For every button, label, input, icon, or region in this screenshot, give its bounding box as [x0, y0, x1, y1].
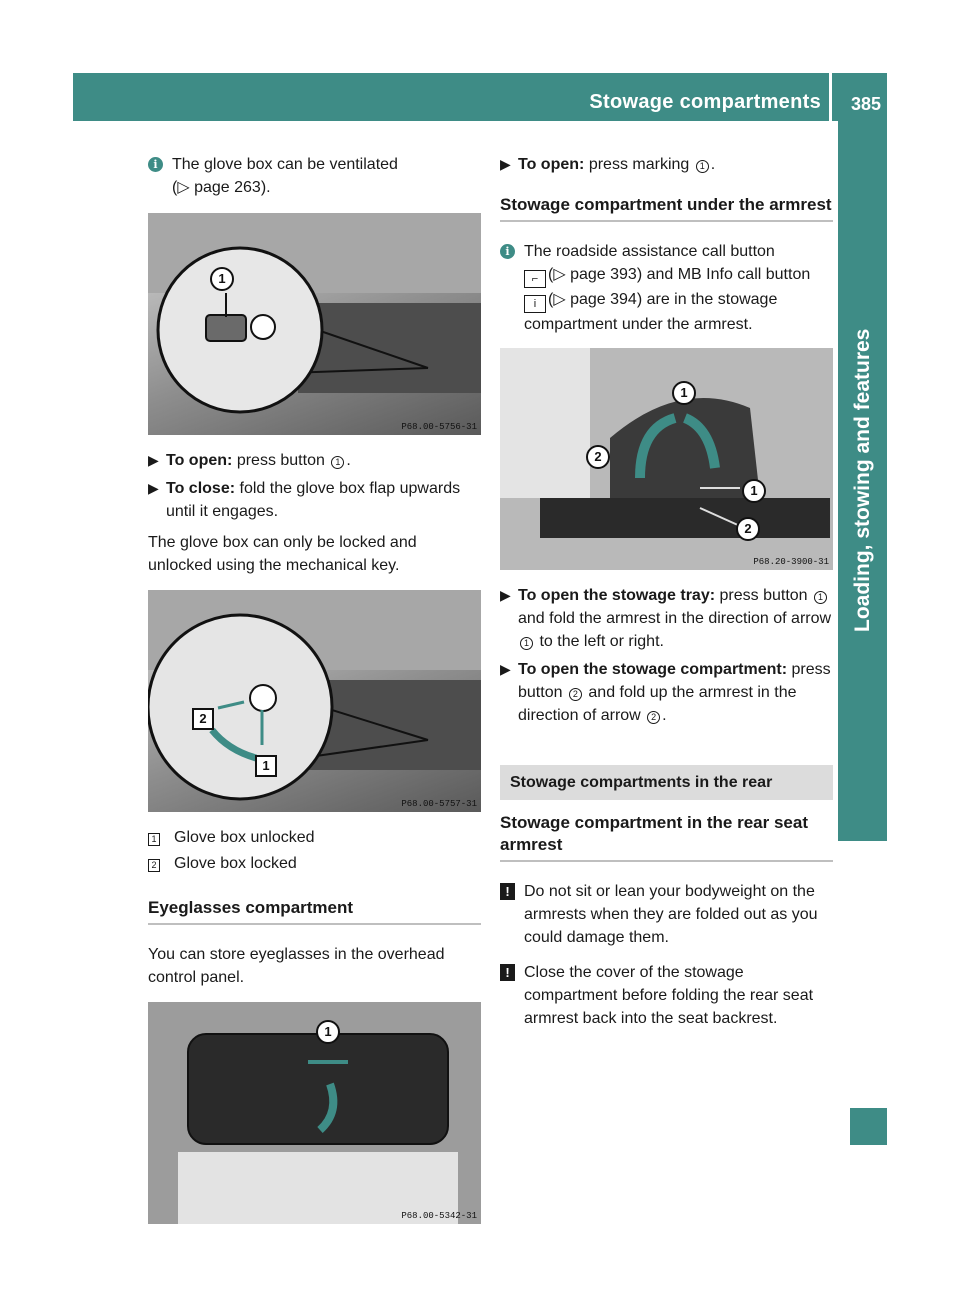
circled-1-icon: 1	[696, 160, 709, 173]
step-arrow-icon: ▶	[148, 452, 159, 468]
paragraph-eyeglasses: You can store eyeglasses in the overhead control panel.	[148, 946, 445, 986]
callout-2: 2	[586, 445, 610, 469]
note-text: The glove box can be ventilated	[172, 156, 398, 173]
callout-2: 2	[736, 517, 760, 541]
chapter-marker	[850, 1108, 887, 1145]
callout-1: 1	[316, 1020, 340, 1044]
legend-item: 2 Glove box locked	[148, 852, 481, 875]
callout-1: 1	[255, 755, 277, 777]
glove-box-lock-image	[148, 590, 481, 812]
warning-note: ! Do not sit or lean your bodyweight on the armrests when they are folded out as you could damage them.	[500, 880, 833, 949]
step-open-stowage-tray: ▶ To open the stowage tray: press button 1 and fold the armrest in the direction of arrow 1 to the left or right.	[500, 584, 833, 653]
header-separator	[829, 73, 832, 121]
image-reference: P68.00-5757-31	[401, 799, 477, 809]
header-title: Stowage compartments	[589, 91, 821, 113]
step-arrow-icon: ▶	[500, 156, 511, 172]
image-reference: P68.00-5342-31	[401, 1211, 477, 1221]
callout-1: 1	[210, 267, 234, 291]
page-number: 385	[850, 94, 881, 114]
step-arrow-icon: ▶	[148, 480, 159, 496]
section-rear-banner: Stowage compartments in the rear	[500, 765, 833, 800]
callout-2: 2	[192, 708, 214, 730]
circled-1-icon: 1	[814, 591, 827, 604]
image-reference: P68.20-3900-31	[753, 557, 829, 567]
info-icon: i	[148, 157, 163, 172]
step-arrow-icon: ▶	[500, 661, 511, 677]
info-note-roadside: i The roadside assistance call button ⌐ (▷ page 393) and MB Info call button i (▷ page 394) are in the stowage compartment under the armrest.	[500, 240, 833, 336]
warning-icon: !	[500, 883, 515, 900]
mb-info-call-button-icon: i	[524, 295, 546, 313]
step-arrow-icon: ▶	[500, 587, 511, 603]
paragraph-lock: The glove box can only be locked and unlocked using the mechanical key.	[148, 534, 417, 574]
step-close-glove-box: ▶ To close: fold the glove box flap upwards until it engages.	[148, 477, 481, 523]
callout-1: 1	[742, 479, 766, 503]
armrest-image	[500, 348, 833, 570]
step-open-stowage-compartment: ▶ To open the stowage compartment: press button 2 and fold up the armrest in the direction of arrow 2 .	[500, 658, 833, 727]
circled-1-icon: 1	[520, 637, 533, 650]
callout-1: 1	[672, 381, 696, 405]
roadside-call-button-icon: ⌐	[524, 270, 546, 288]
boxed-2-icon: 2	[148, 859, 160, 872]
image-reference: P68.00-5756-31	[401, 422, 477, 432]
circled-2-icon: 2	[569, 688, 582, 701]
circled-1-icon: 1	[331, 456, 344, 469]
legend-item: 1 Glove box unlocked	[148, 826, 481, 849]
section-rear-seat-heading: Stowage compartment in the rear seat armrest	[500, 812, 833, 862]
step-open-glove-box: ▶ To open: press button 1 .	[148, 449, 481, 472]
info-icon: i	[500, 244, 515, 259]
left-column	[148, 153, 481, 1238]
glove-box-button-image	[148, 213, 481, 435]
page-header	[73, 73, 887, 121]
warning-icon: !	[500, 964, 515, 981]
page-reference: (▷ page 263).	[172, 179, 271, 196]
section-armrest-heading: Stowage compartment under the armrest	[500, 194, 833, 222]
eyeglasses-compartment-image	[148, 1002, 481, 1224]
circled-2-icon: 2	[647, 711, 660, 724]
warning-note: ! Close the cover of the stowage compartment before folding the rear seat armrest back into the seat backrest.	[500, 961, 833, 1030]
right-column	[500, 153, 833, 1042]
info-note-ventilated	[148, 153, 481, 199]
step-open-marking: ▶ To open: press marking 1 .	[500, 153, 833, 176]
section-eyeglasses-heading: Eyeglasses compartment	[148, 897, 481, 925]
boxed-1-icon: 1	[148, 833, 160, 846]
